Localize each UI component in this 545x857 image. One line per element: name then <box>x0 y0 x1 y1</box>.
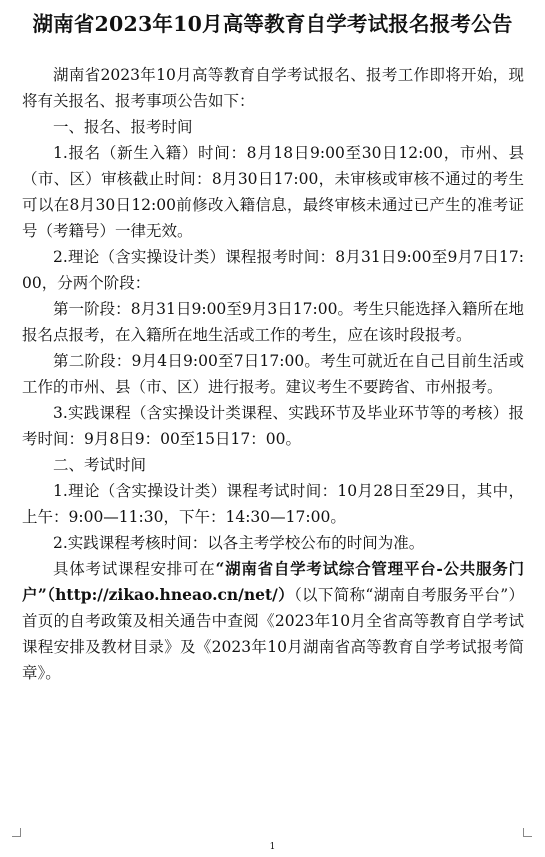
final-paragraph-text-end: （以下简称“湖南自考服务平台”）首页的自考政策及相关通告中查阅《2023年10月全省高等教育自学考试课程安排及教材目录》及《2023年10月湖南省高等教育自学考试报考简章》。 <box>22 586 524 682</box>
section-heading-registration-time: 一、报名、报考时间 <box>53 118 193 136</box>
page-corner-mark-right <box>523 828 532 837</box>
exam-time-item-1: 1.理论（含实操设计类）课程考试时间：10月28日至29日，其中，上午：9:00—11:30，下午：14:30—17:00。 <box>22 482 524 526</box>
registration-item-2: 2.理论（含实操设计类）课程报考时间：8月31日9:00至9月7日17:00，分两个阶段： <box>22 248 524 292</box>
intro-paragraph: 湖南省2023年10月高等教育自学考试报名、报考工作即将开始，现将有关报名、报考事项公告如下： <box>22 66 524 110</box>
exam-time-item-2: 2.实践课程考核时间：以各主考学校公布的时间为准。 <box>53 534 425 552</box>
final-paragraph <box>22 556 524 686</box>
section-heading-exam-time: 二、考试时间 <box>53 456 147 474</box>
registration-item-3: 3.实践课程（含实操设计类课程、实践环节及毕业环节等的考核）报考时间：9月8日9：00至15日17：00。 <box>22 404 524 448</box>
registration-stage-1: 第一阶段：8月31日9:00至9月3日17:00。考生只能选择入籍所在地报名点报考，在入籍所在地生活或工作的考生，应在该时段报考。 <box>22 300 524 344</box>
registration-item-1: 1.报名（新生入籍）时间：8月18日9:00至30日12:00，市州、县（市、区）审核截止时间：8月30日17:00，未审核或审核不通过的考生可以在8月30日12:00前修改入籍信息，最终审核未通过已产生的准考证号（考籍号）一律无效。 <box>22 144 524 240</box>
registration-stage-2: 第二阶段：9月4日9:00至7日17:00。考生可就近在自己目前生活或工作的市州、县（市、区）进行报考。建议考生不要跨省、市州报考。 <box>22 352 524 396</box>
final-paragraph-text-start: 具体考试课程安排可在 <box>53 560 216 578</box>
document-title: 湖南省2023年10月高等教育自学考试报名报考公告 <box>32 12 513 36</box>
page-corner-mark-left <box>12 828 21 837</box>
page-number: 1 <box>269 842 276 852</box>
document-body <box>22 62 524 686</box>
platform-reference: “湖南省自学考试综合管理平台-公共服务门户”（http://zikao.hneao.cn/net/） <box>22 559 524 604</box>
